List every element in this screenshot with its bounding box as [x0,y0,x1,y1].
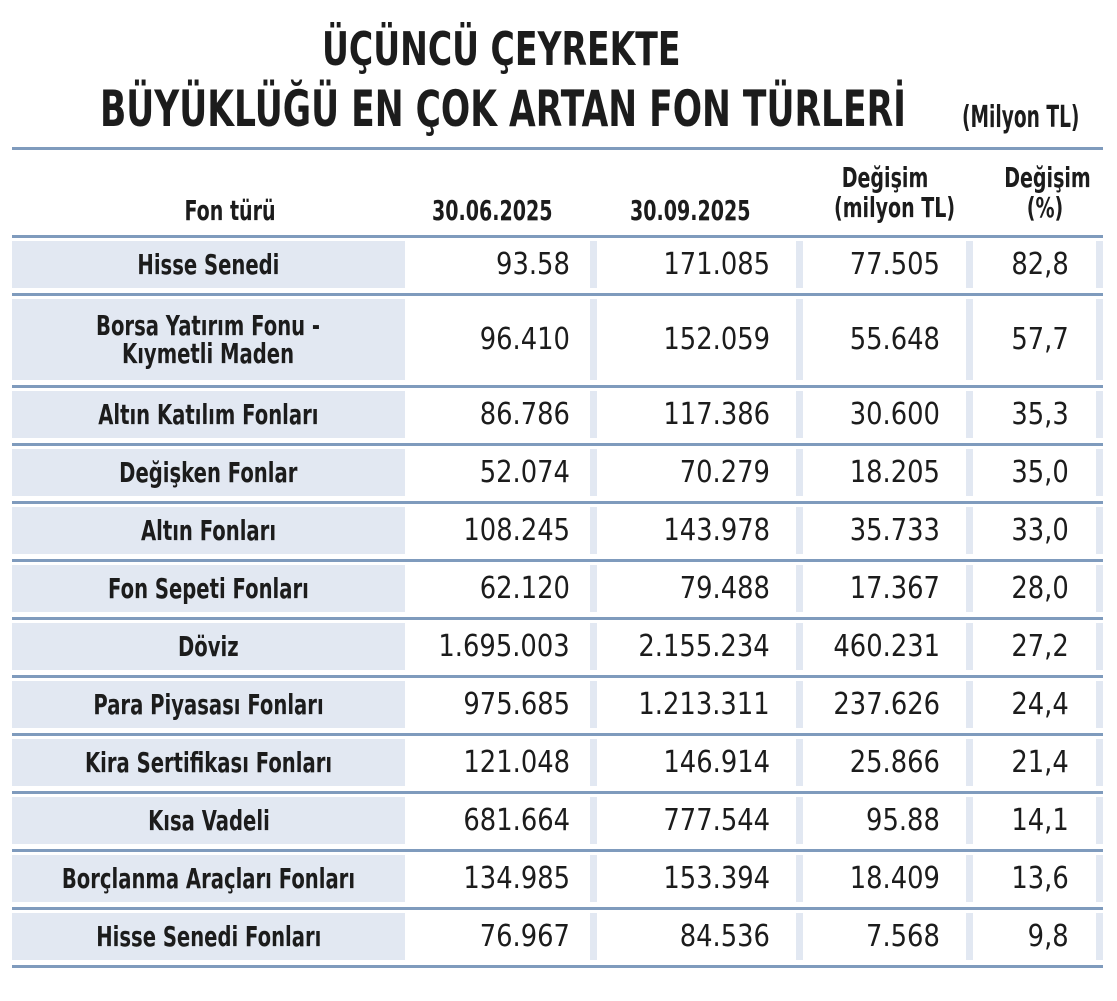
change-pct-cell [973,855,1069,902]
cell-value: 35.733 [849,513,940,548]
cell-value: 52.074 [479,455,570,490]
value-sep-cell [597,623,770,670]
value-jun-cell [405,623,570,670]
column-separator [1096,299,1103,380]
column-separator [796,913,803,960]
column-separator [796,507,803,554]
cell-value: 681.664 [463,803,570,838]
cell-value: 30.600 [849,397,940,432]
fund-type-cell [12,913,405,960]
column-separator [1096,855,1103,902]
fund-type-name [98,397,319,431]
value-sep-cell [597,299,770,380]
column-separator [590,241,597,288]
table-row [12,797,1103,844]
column-separator [1096,623,1103,670]
value-jun-cell [405,797,570,844]
row-rule [12,385,1103,388]
cell-value: 28,0 [1011,571,1069,606]
column-separator [590,391,597,438]
fund-type-cell [12,449,405,496]
value-sep-cell [597,681,770,728]
column-separator [1096,507,1103,554]
fund-type-line: Borçlanma Araçları Fonları [61,861,356,895]
fund-type-line: Fon Sepeti Fonları [108,571,309,605]
change-pct-cell [973,739,1069,786]
fund-type-name [178,629,239,663]
fund-type-cell [12,507,405,554]
fund-type-line: Döviz [178,629,239,663]
fund-type-line: Borsa Yatırım Fonu - [96,308,321,342]
row-rule [12,965,1103,968]
fund-type-name [84,745,333,779]
value-sep-cell [597,913,770,960]
fund-type-line: Kira Sertifikası Fonları [84,745,333,779]
fund-type-cell [12,855,405,902]
cell-value: 79.488 [679,571,770,606]
column-separator [590,681,597,728]
column-separator [796,565,803,612]
cell-value: 1.695.003 [438,629,570,664]
value-sep-cell [597,855,770,902]
column-separator [590,797,597,844]
column-separator [590,299,597,380]
value-sep-cell [597,241,770,288]
cell-value: 153.394 [663,861,770,896]
column-separator [590,623,597,670]
cell-value: 7.568 [866,919,940,954]
cell-value: 460.231 [833,629,940,664]
header-change-pct-2: (%) [1026,191,1064,224]
title-line-2: BÜYÜKLÜĞÜ EN ÇOK ARTAN FON TÜRLERİ [100,80,907,138]
cell-value: 93.58 [496,247,570,282]
cell-value: 96.410 [479,322,570,357]
cell-value: 152.059 [663,322,770,357]
cell-value: 171.085 [663,247,770,282]
top-rule [12,147,1103,150]
column-separator [966,565,973,612]
header-fund-type: Fon türü [184,194,276,227]
header-change-tl-2: (milyon TL) [834,191,956,224]
fund-type-line: Değişken Fonlar [119,455,298,489]
table-row [12,449,1103,496]
column-separator [590,565,597,612]
column-separator [1096,449,1103,496]
table-row [12,855,1103,902]
cell-value: 117.386 [663,397,770,432]
cell-value: 2.155.234 [638,629,770,664]
row-rule [12,293,1103,296]
header-date-1: 30.06.2025 [432,194,553,227]
cell-value: 24,4 [1011,687,1069,722]
cell-value: 84.536 [679,919,770,954]
value-jun-cell [405,681,570,728]
change-tl-cell [803,623,940,670]
value-jun-cell [405,855,570,902]
cell-value: 143.978 [663,513,770,548]
column-separator [1096,681,1103,728]
change-tl-cell [803,681,940,728]
row-rule [12,501,1103,504]
change-tl-cell [803,299,940,380]
cell-value: 82,8 [1011,247,1069,282]
fund-type-name: Borsa Yatırım Fonu - Kıymetli Maden [96,308,321,370]
fund-type-name [108,571,309,605]
value-sep-cell [597,507,770,554]
row-rule [12,559,1103,562]
table-row [12,241,1103,288]
fund-type-cell [12,299,405,380]
table-row [12,299,1103,380]
change-pct-cell [973,299,1069,380]
fund-type-name [140,513,277,547]
cell-value: 76.967 [479,919,570,954]
row-rule [12,675,1103,678]
row-rule [12,733,1103,736]
change-tl-cell [803,241,940,288]
fund-type-line: Altın Katılım Fonları [98,397,319,431]
cell-value: 33,0 [1011,513,1069,548]
fund-type-cell [12,739,405,786]
cell-value: 18.409 [849,861,940,896]
fund-type-line: Hisse Senedi Fonları [95,919,322,953]
fund-type-name [93,687,324,721]
cell-value: 57,7 [1011,322,1069,357]
change-pct-cell [973,241,1069,288]
column-separator [796,391,803,438]
column-separator [1096,391,1103,438]
value-jun-cell [405,391,570,438]
row-rule [12,907,1103,910]
value-sep-cell [597,797,770,844]
column-separator [590,913,597,960]
column-separator [796,299,803,380]
change-pct-cell [973,913,1069,960]
change-tl-cell [803,565,940,612]
column-separator [1096,913,1103,960]
table-row [12,681,1103,728]
column-separator [966,507,973,554]
cell-value: 95.88 [866,803,940,838]
change-pct-cell [973,449,1069,496]
table-row [12,507,1103,554]
column-separator [1096,797,1103,844]
column-separator [966,299,973,380]
column-separator [590,449,597,496]
change-pct-cell [973,565,1069,612]
column-separator [796,797,803,844]
column-separator [966,681,973,728]
value-jun-cell [405,449,570,496]
value-jun-cell [405,299,570,380]
value-jun-cell [405,913,570,960]
header-change-tl-1: Değişim [841,161,929,194]
row-rule [12,849,1103,852]
header-change-pct-1: Değişim [1004,161,1091,194]
value-jun-cell [405,507,570,554]
column-separator [966,623,973,670]
value-sep-cell [597,449,770,496]
table-row [12,565,1103,612]
fund-type-line: Kısa Vadeli [147,803,270,837]
cell-value: 146.914 [663,745,770,780]
row-rule [12,791,1103,794]
column-separator [966,855,973,902]
column-separator [796,855,803,902]
column-separator [1096,241,1103,288]
value-sep-cell [597,739,770,786]
column-separator [590,855,597,902]
unit-label: (Milyon TL) [962,100,1080,135]
row-rule [12,443,1103,446]
table-row [12,623,1103,670]
cell-value: 237.626 [833,687,940,722]
row-rule [12,617,1103,620]
cell-value: 975.685 [463,687,570,722]
change-pct-cell [973,507,1069,554]
cell-value: 55.648 [849,322,940,357]
cell-value: 121.048 [463,745,570,780]
column-separator [1096,565,1103,612]
value-jun-cell [405,241,570,288]
cell-value: 21,4 [1011,745,1069,780]
fund-type-cell [12,565,405,612]
fund-type-name [137,247,280,281]
column-separator [796,739,803,786]
table-row [12,739,1103,786]
cell-value: 13,6 [1011,861,1069,896]
value-jun-cell [405,565,570,612]
change-pct-cell [973,681,1069,728]
column-separator [796,449,803,496]
cell-value: 108.245 [463,513,570,548]
table-row [12,913,1103,960]
title-line-1: ÜÇÜNCÜ ÇEYREKTE [322,22,681,76]
cell-value: 62.120 [479,571,570,606]
cell-value: 14,1 [1011,803,1069,838]
change-pct-cell [973,623,1069,670]
fund-type-cell [12,797,405,844]
cell-value: 9,8 [1027,919,1069,954]
fund-type-name [95,919,322,953]
change-tl-cell [803,739,940,786]
fund-type-name [119,455,298,489]
cell-value: 86.786 [479,397,570,432]
change-pct-cell [973,797,1069,844]
value-sep-cell [597,391,770,438]
change-tl-cell [803,797,940,844]
value-sep-cell [597,565,770,612]
cell-value: 1.213.311 [638,687,770,722]
change-tl-cell [803,855,940,902]
column-separator [966,449,973,496]
cell-value: 18.205 [849,455,940,490]
change-tl-cell [803,507,940,554]
fund-type-name [61,861,356,895]
fund-type-cell [12,681,405,728]
column-separator [966,913,973,960]
column-separator [796,623,803,670]
fund-type-cell [12,623,405,670]
fund-type-cell [12,391,405,438]
cell-value: 70.279 [679,455,770,490]
cell-value: 77.505 [849,247,940,282]
fund-type-name [147,803,270,837]
fund-type-line: Altın Fonları [140,513,277,547]
header-date-2: 30.09.2025 [630,194,751,227]
value-jun-cell [405,739,570,786]
table-row [12,391,1103,438]
cell-value: 35,0 [1011,455,1069,490]
column-separator [796,681,803,728]
column-separator [966,739,973,786]
change-tl-cell [803,449,940,496]
column-separator [966,797,973,844]
column-separator [796,241,803,288]
column-separator [590,507,597,554]
fund-type-cell [12,241,405,288]
header-rule [12,235,1103,238]
column-separator [1096,739,1103,786]
column-separator [590,739,597,786]
cell-value: 27,2 [1011,629,1069,664]
cell-value: 35,3 [1011,397,1069,432]
cell-value: 134.985 [463,861,570,896]
column-separator [966,391,973,438]
change-tl-cell [803,913,940,960]
cell-value: 17.367 [849,571,940,606]
column-separator [966,241,973,288]
fund-type-line: Para Piyasası Fonları [93,687,324,721]
fund-type-line: Hisse Senedi [137,247,280,281]
change-pct-cell [973,391,1069,438]
change-tl-cell [803,391,940,438]
cell-value: 777.544 [663,803,770,838]
cell-value: 25.866 [849,745,940,780]
